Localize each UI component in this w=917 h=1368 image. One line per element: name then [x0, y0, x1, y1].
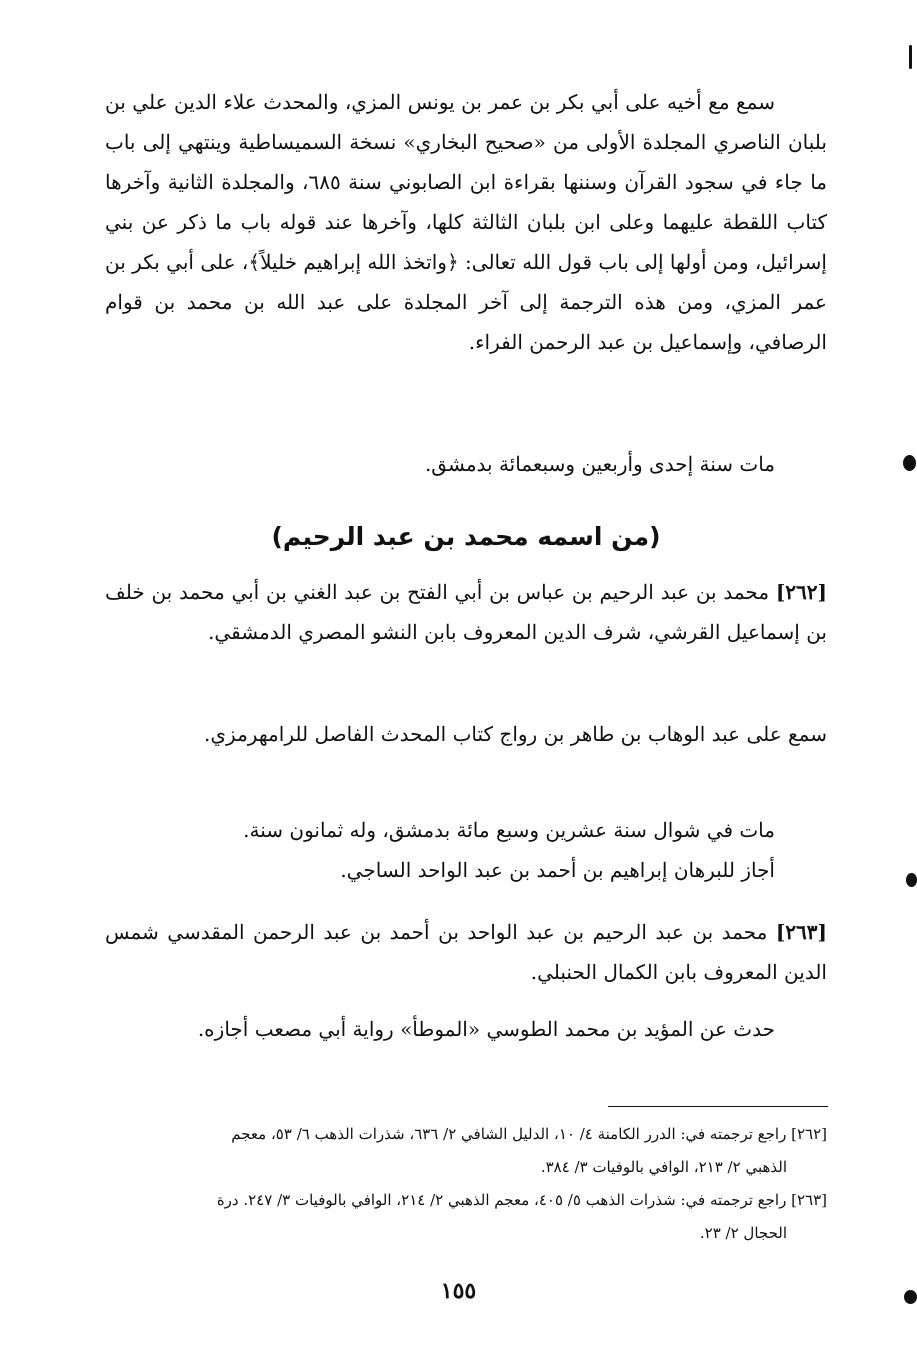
entry-262-heard-block: [105, 714, 827, 754]
footnote-263-line2: الحجال ٢/ ٢٣.: [699, 1224, 787, 1242]
entry-262-death: مات في شوال سنة عشرين وسبع مائة بدمشق، وله ثمانون سنة.: [243, 818, 775, 842]
entry-263-number: [٢٦٣]: [775, 920, 827, 944]
entry-262-details: [105, 810, 827, 890]
entry-263-text: محمد بن عبد الرحيم بن عبد الواحد بن أحمد بن عبد الرحمن المقدسي شمس الدين المعروف بابن الكمال الحنبلي.: [105, 920, 827, 984]
scan-mark: [903, 455, 916, 471]
paragraph-1: سمع مع أخيه على أبي بكر بن عمر بن يونس المزي، والمحدث علاء الدين علي بن بلبان الناصري المجلدة الأولى من «صحيح البخاري» نسخة السميساطية وينتهي إلى باب ما جاء في سجود القرآن وسننها بقراءة ابن الصابوني سنة ٦٨٥، والمجلدة الثانية وآخرها كتاب اللقطة عليهما وعلى ابن بلبان الثالثة كلها، وآخرها عند قوله باب ما ذكر عن بني إسرائيل، ومن أولها إلى باب قول الله تعالى: ﴿واتخذ الله إبراهيم خليلاً﴾، على أبي بكر بن عمر المزي، ومن هذه الترجمة إلى آخر المجلدة على عبد الله بن محمد بن قوام الرصافي، وإسماعيل بن عبد الرحمن الفراء.: [105, 90, 828, 354]
entry-262-text: محمد بن عبد الرحيم بن عباس بن أبي الفتح بن عبد الغني بن أبي محمد بن خلف بن إسماعيل القرشي، شرف الدين المعروف بابن النشو المصري الدمشقي.: [105, 580, 827, 644]
footnotes: [105, 1118, 827, 1250]
entry-262-number: [٢٦٢]: [775, 580, 827, 604]
scan-mark: [906, 873, 917, 887]
section-heading: (من اسمه محمد بن عبد الرحيم): [271, 522, 661, 551]
entry-262: [105, 572, 827, 652]
biography-continuation: [105, 82, 827, 362]
footnote-divider: [608, 1106, 828, 1107]
page-number: ١٥٥: [440, 1278, 477, 1304]
paragraph-2: مات سنة إحدى وأربعين وسبعمائة بدمشق.: [424, 452, 775, 476]
footnote-262-line1: [٢٦٢] راجع ترجمته في: الدرر الكامنة ٤/ ١٠، الدليل الشافي ٢/ ٦٣٦، شذرات الذهب ٦/ ٥٣، معجم: [231, 1125, 827, 1143]
death-note-1: [105, 444, 827, 484]
scan-mark: [904, 1290, 917, 1304]
scan-mark: [909, 45, 912, 69]
entry-263-narration-block: [105, 1009, 827, 1049]
footnote-262-line2: الذهبي ٢/ ٢١٣، الوافي بالوفيات ٣/ ٣٨٤.: [540, 1158, 787, 1176]
entry-262-heard: سمع على عبد الوهاب بن طاهر بن رواج كتاب المحدث الفاصل للرامهرمزي.: [204, 722, 827, 746]
entry-263-narration: حدث عن المؤيد بن محمد الطوسي «الموطأ» رواية أبي مصعب أجازه.: [197, 1017, 775, 1041]
entry-263: [105, 912, 827, 992]
footnote-263-line1: [٢٦٣] راجع ترجمته في: شذرات الذهب ٥/ ٤٠٥، معجم الذهبي ٢/ ٢١٤، الوافي بالوفيات ٣/ ٢٤٧. درة: [216, 1191, 827, 1209]
entry-262-license: أجاز للبرهان إبراهيم بن أحمد بن عبد الواحد الساجي.: [340, 858, 775, 882]
